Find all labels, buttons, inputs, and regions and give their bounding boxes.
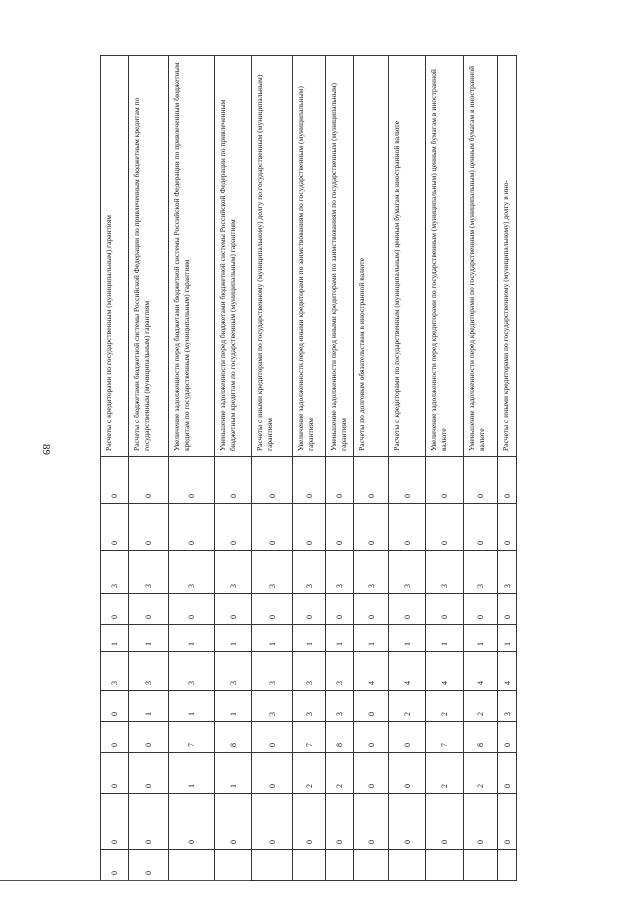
value-text: 0 bbox=[502, 840, 512, 844]
value-text: 0 bbox=[335, 541, 344, 545]
row-label: Расчеты с бюджетами бюджетной системы Российской Федерации по привлеченным бюджетным кредитам по государственным (муниципальным) гарантиям bbox=[132, 97, 151, 451]
value-text: 0 bbox=[144, 541, 153, 545]
value-text: 3 bbox=[304, 681, 314, 685]
row-label: Уменьшение задолженности перед бюджетами бюджетной системы Российской Федерации по привлеченным бюджетным кредитам по государственным (муниципальным) гарантиям bbox=[218, 99, 237, 451]
value-text: 0 bbox=[402, 615, 412, 619]
value-text: 3 bbox=[304, 584, 314, 588]
row-label: Уменьшение задолженности перед кредиторами по государственным (муниципальным) ценным бумагам в иностранной валюте bbox=[467, 66, 486, 451]
value-text: 2 bbox=[304, 784, 314, 788]
value-cell bbox=[389, 551, 426, 594]
value-cell bbox=[498, 652, 517, 691]
value-cell bbox=[498, 594, 517, 625]
value-cell bbox=[464, 652, 498, 691]
value-text: 3 bbox=[476, 584, 485, 588]
value-text: 7 bbox=[187, 743, 196, 747]
value-cell bbox=[293, 691, 326, 722]
value-text: 3 bbox=[110, 584, 119, 588]
value-text: 0 bbox=[440, 494, 449, 498]
value-cell bbox=[129, 753, 169, 794]
row-label-cell bbox=[426, 56, 464, 457]
value-cell bbox=[464, 625, 498, 652]
value-text: 0 bbox=[476, 494, 485, 498]
value-cell bbox=[464, 504, 498, 551]
value-text: 0 bbox=[267, 494, 277, 498]
row-label: Расчеты по долговым обязательствам в иностранной валюте bbox=[357, 258, 366, 451]
value-text: 1 bbox=[187, 712, 196, 716]
value-cell bbox=[169, 551, 215, 594]
value-row bbox=[101, 504, 517, 551]
value-text: 4 bbox=[402, 681, 412, 685]
value-cell bbox=[389, 504, 426, 551]
value-text: 0 bbox=[187, 541, 196, 545]
value-text: 1 bbox=[267, 642, 277, 646]
value-cell bbox=[101, 850, 129, 881]
value-cell bbox=[326, 753, 354, 794]
value-text: 0 bbox=[366, 615, 376, 619]
value-text: 1 bbox=[187, 784, 196, 788]
value-cell bbox=[215, 722, 252, 753]
value-cell bbox=[426, 753, 464, 794]
value-text: 0 bbox=[335, 494, 344, 498]
value-text: 0 bbox=[502, 784, 512, 788]
value-cell bbox=[354, 625, 389, 652]
value-cell bbox=[129, 457, 169, 504]
row-label-cell bbox=[326, 56, 354, 457]
value-text: 0 bbox=[366, 784, 376, 788]
value-cell bbox=[426, 625, 464, 652]
value-text: 0 bbox=[187, 840, 196, 844]
value-text: 1 bbox=[502, 642, 512, 646]
value-text: 1 bbox=[304, 642, 314, 646]
value-cell bbox=[326, 794, 354, 850]
value-cell bbox=[169, 691, 215, 722]
value-cell bbox=[464, 691, 498, 722]
value-text: 0 bbox=[110, 541, 119, 545]
row-label-cell bbox=[169, 56, 215, 457]
row-label-cell bbox=[129, 56, 169, 457]
value-cell bbox=[354, 691, 389, 722]
description-row bbox=[101, 56, 517, 457]
value-text: 0 bbox=[144, 743, 153, 747]
value-cell bbox=[498, 753, 517, 794]
value-text: 3 bbox=[267, 584, 277, 588]
value-cell bbox=[169, 652, 215, 691]
value-text: 3 bbox=[366, 584, 376, 588]
value-text: 0 bbox=[267, 784, 277, 788]
value-text: 4 bbox=[366, 681, 376, 685]
value-cell bbox=[101, 551, 129, 594]
value-row bbox=[101, 594, 517, 625]
value-cell bbox=[101, 652, 129, 691]
value-cell bbox=[464, 457, 498, 504]
row-label-cell bbox=[498, 56, 517, 457]
value-text: 0 bbox=[144, 871, 153, 875]
value-text: 1 bbox=[110, 642, 119, 646]
value-text: 1 bbox=[440, 642, 449, 646]
value-text: 4 bbox=[476, 681, 485, 685]
value-text: 0 bbox=[267, 840, 277, 844]
value-cell bbox=[498, 551, 517, 594]
value-text: 0 bbox=[144, 494, 153, 498]
value-cell bbox=[426, 794, 464, 850]
value-cell bbox=[498, 625, 517, 652]
value-cell bbox=[101, 594, 129, 625]
row-label-cell bbox=[293, 56, 326, 457]
row-label-cell bbox=[389, 56, 426, 457]
value-text: 0 bbox=[304, 615, 314, 619]
value-text: 0 bbox=[502, 743, 512, 747]
value-cell bbox=[169, 794, 215, 850]
value-cell bbox=[101, 691, 129, 722]
value-cell bbox=[101, 722, 129, 753]
value-text: 0 bbox=[267, 541, 277, 545]
value-text: 3 bbox=[440, 584, 449, 588]
value-text: 0 bbox=[335, 840, 344, 844]
value-cell bbox=[252, 594, 293, 625]
value-text: 0 bbox=[502, 615, 512, 619]
value-cell bbox=[215, 504, 252, 551]
value-cell bbox=[464, 594, 498, 625]
value-text: 3 bbox=[144, 681, 153, 685]
value-cell bbox=[426, 457, 464, 504]
value-cell bbox=[252, 551, 293, 594]
value-cell bbox=[293, 457, 326, 504]
value-text: 1 bbox=[366, 642, 376, 646]
value-text: 4 bbox=[440, 681, 449, 685]
value-cell bbox=[498, 794, 517, 850]
value-text: 8 bbox=[228, 743, 238, 747]
value-text: 1 bbox=[228, 642, 238, 646]
value-cell bbox=[252, 504, 293, 551]
value-text: 0 bbox=[187, 494, 196, 498]
value-row bbox=[101, 652, 517, 691]
value-text: 0 bbox=[110, 615, 119, 619]
value-cell bbox=[215, 457, 252, 504]
value-cell bbox=[389, 753, 426, 794]
value-text: 0 bbox=[366, 712, 376, 716]
page-number: 89 bbox=[40, 444, 52, 455]
value-cell bbox=[354, 594, 389, 625]
value-cell bbox=[498, 691, 517, 722]
value-cell bbox=[326, 504, 354, 551]
value-cell bbox=[252, 691, 293, 722]
value-text: 0 bbox=[366, 840, 376, 844]
value-text: 3 bbox=[502, 584, 512, 588]
value-cell bbox=[169, 753, 215, 794]
value-cell bbox=[326, 850, 354, 881]
value-text: 0 bbox=[110, 784, 119, 788]
value-text: 1 bbox=[187, 642, 196, 646]
value-text: 0 bbox=[502, 494, 512, 498]
value-cell bbox=[464, 794, 498, 850]
value-cell bbox=[426, 722, 464, 753]
value-cell bbox=[215, 850, 252, 881]
value-cell bbox=[252, 722, 293, 753]
budget-table bbox=[100, 55, 517, 881]
value-text: 0 bbox=[402, 541, 412, 545]
value-text: 0 bbox=[228, 541, 238, 545]
row-label-cell bbox=[252, 56, 293, 457]
value-text: 1 bbox=[228, 712, 238, 716]
value-text: 2 bbox=[335, 784, 344, 788]
value-cell bbox=[464, 722, 498, 753]
row-label: Увеличение задолженности перед бюджетами бюджетной системы Российской Федерации по привлеченным бюджетным кредитам по государственным (муниципальным) гарантиям bbox=[172, 62, 191, 451]
value-cell bbox=[389, 594, 426, 625]
value-cell bbox=[129, 794, 169, 850]
value-text: 0 bbox=[110, 840, 119, 844]
value-cell bbox=[389, 794, 426, 850]
value-text: 0 bbox=[402, 743, 412, 747]
value-text: 0 bbox=[402, 840, 412, 844]
value-cell bbox=[215, 594, 252, 625]
value-text: 3 bbox=[267, 712, 277, 716]
value-cell bbox=[498, 504, 517, 551]
value-text: 0 bbox=[440, 541, 449, 545]
value-cell bbox=[326, 594, 354, 625]
row-label: Расчеты с иными кредиторами по государственному (муниципальному) долгу в ино- bbox=[501, 180, 510, 451]
value-cell bbox=[101, 457, 129, 504]
value-text: 0 bbox=[476, 615, 485, 619]
value-cell bbox=[101, 504, 129, 551]
value-cell bbox=[252, 652, 293, 691]
value-row bbox=[101, 722, 517, 753]
value-cell bbox=[252, 850, 293, 881]
value-text: 0 bbox=[144, 615, 153, 619]
value-cell bbox=[169, 850, 215, 881]
value-text: 3 bbox=[335, 584, 344, 588]
value-cell bbox=[426, 551, 464, 594]
value-text: 7 bbox=[304, 743, 314, 747]
value-cell bbox=[354, 794, 389, 850]
row-label: Увеличение задолженности перед кредиторами по государственным (муниципальным) ценным бумагам в иностранной валюте bbox=[429, 69, 448, 451]
value-text: 7 bbox=[440, 743, 449, 747]
value-cell bbox=[354, 722, 389, 753]
value-text: 2 bbox=[476, 712, 485, 716]
value-cell bbox=[169, 457, 215, 504]
value-text: 0 bbox=[440, 615, 449, 619]
value-text: 3 bbox=[187, 681, 196, 685]
value-cell bbox=[354, 850, 389, 881]
value-row bbox=[101, 691, 517, 722]
value-row bbox=[101, 753, 517, 794]
value-cell bbox=[129, 551, 169, 594]
value-cell bbox=[129, 652, 169, 691]
value-cell bbox=[293, 753, 326, 794]
value-text: 3 bbox=[335, 681, 344, 685]
value-text: 0 bbox=[366, 541, 376, 545]
value-cell bbox=[252, 457, 293, 504]
value-cell bbox=[354, 753, 389, 794]
value-text: 3 bbox=[304, 712, 314, 716]
value-text: 0 bbox=[110, 871, 119, 875]
value-cell bbox=[129, 504, 169, 551]
value-text: 2 bbox=[440, 712, 449, 716]
value-row bbox=[101, 794, 517, 850]
value-cell bbox=[498, 722, 517, 753]
binder-line bbox=[0, 880, 250, 881]
value-text: 0 bbox=[187, 615, 196, 619]
value-text: 3 bbox=[502, 712, 512, 716]
value-cell bbox=[129, 625, 169, 652]
value-text: 3 bbox=[110, 681, 119, 685]
value-cell bbox=[326, 551, 354, 594]
value-cell bbox=[215, 652, 252, 691]
value-cell bbox=[252, 794, 293, 850]
value-text: 1 bbox=[144, 642, 153, 646]
value-cell bbox=[464, 551, 498, 594]
value-cell bbox=[326, 691, 354, 722]
value-text: 1 bbox=[144, 712, 153, 716]
value-cell bbox=[252, 625, 293, 652]
value-cell bbox=[326, 722, 354, 753]
row-label-cell bbox=[215, 56, 252, 457]
value-cell bbox=[389, 457, 426, 504]
value-cell bbox=[129, 594, 169, 625]
value-cell bbox=[498, 850, 517, 881]
value-cell bbox=[215, 753, 252, 794]
value-text: 0 bbox=[402, 784, 412, 788]
value-text: 0 bbox=[144, 840, 153, 844]
value-text: 0 bbox=[440, 840, 449, 844]
value-text: 0 bbox=[304, 840, 314, 844]
value-text: 0 bbox=[304, 494, 314, 498]
value-cell bbox=[326, 652, 354, 691]
row-label-cell bbox=[101, 56, 129, 457]
value-cell bbox=[354, 504, 389, 551]
value-text: 0 bbox=[144, 784, 153, 788]
value-text: 1 bbox=[476, 642, 485, 646]
value-cell bbox=[169, 594, 215, 625]
value-cell bbox=[215, 625, 252, 652]
value-text: 0 bbox=[335, 615, 344, 619]
value-text: 0 bbox=[228, 615, 238, 619]
value-cell bbox=[129, 850, 169, 881]
value-text: 0 bbox=[110, 494, 119, 498]
value-text: 0 bbox=[228, 840, 238, 844]
value-text: 3 bbox=[228, 584, 238, 588]
value-cell bbox=[293, 594, 326, 625]
value-text: 1 bbox=[335, 642, 344, 646]
value-cell bbox=[169, 504, 215, 551]
value-cell bbox=[101, 625, 129, 652]
row-label: Расчеты с кредиторами по государственным (муниципальным) ценным бумагам в иностранной валюте bbox=[392, 121, 401, 451]
value-cell bbox=[129, 722, 169, 753]
value-row bbox=[101, 625, 517, 652]
value-text: 3 bbox=[228, 681, 238, 685]
value-cell bbox=[326, 625, 354, 652]
value-text: 3 bbox=[187, 584, 196, 588]
value-cell bbox=[129, 691, 169, 722]
value-cell bbox=[293, 551, 326, 594]
value-cell bbox=[389, 625, 426, 652]
value-text: 0 bbox=[402, 494, 412, 498]
row-label-cell bbox=[354, 56, 389, 457]
value-text: 0 bbox=[366, 743, 376, 747]
value-cell bbox=[426, 504, 464, 551]
row-label-cell bbox=[464, 56, 498, 457]
value-cell bbox=[293, 722, 326, 753]
value-text: 3 bbox=[335, 712, 344, 716]
value-text: 8 bbox=[335, 743, 344, 747]
value-cell bbox=[354, 551, 389, 594]
value-text: 8 bbox=[476, 743, 485, 747]
value-cell bbox=[426, 652, 464, 691]
value-text: 1 bbox=[228, 784, 238, 788]
value-text: 2 bbox=[440, 784, 449, 788]
value-cell bbox=[101, 794, 129, 850]
value-cell bbox=[426, 691, 464, 722]
value-cell bbox=[464, 753, 498, 794]
row-label: Увеличение задолженности перед иными кредиторами по заимствованиям по государственным (муниципальным) гарантиям bbox=[296, 86, 315, 451]
value-cell bbox=[215, 551, 252, 594]
value-text: 0 bbox=[228, 494, 238, 498]
value-text: 0 bbox=[366, 494, 376, 498]
value-text: 2 bbox=[402, 712, 412, 716]
value-cell bbox=[354, 457, 389, 504]
value-text: 0 bbox=[110, 712, 119, 716]
value-cell bbox=[389, 722, 426, 753]
value-cell bbox=[389, 850, 426, 881]
value-cell bbox=[293, 652, 326, 691]
value-cell bbox=[215, 794, 252, 850]
value-cell bbox=[426, 850, 464, 881]
value-text: 4 bbox=[502, 681, 512, 685]
row-label: Уменьшение задолженности перед иными кредиторами по заимствованиям по государственным (муниципальным) гарантиям bbox=[329, 83, 348, 451]
value-cell bbox=[293, 850, 326, 881]
value-text: 0 bbox=[502, 541, 512, 545]
value-cell bbox=[293, 504, 326, 551]
value-text: 0 bbox=[304, 541, 314, 545]
value-row bbox=[101, 551, 517, 594]
value-cell bbox=[169, 722, 215, 753]
row-label: Расчеты с кредиторами по государственным (муниципальным) гарантиям bbox=[104, 214, 113, 451]
value-cell bbox=[101, 753, 129, 794]
value-cell bbox=[389, 652, 426, 691]
value-cell bbox=[252, 753, 293, 794]
value-cell bbox=[498, 457, 517, 504]
value-text: 0 bbox=[476, 541, 485, 545]
value-text: 3 bbox=[267, 681, 277, 685]
value-text: 0 bbox=[110, 743, 119, 747]
row-label: Расчеты с иными кредиторами по государственному (муниципальному) долгу по государственным (муниципальным) гарантиям bbox=[255, 74, 274, 451]
value-text: 2 bbox=[476, 784, 485, 788]
value-cell bbox=[293, 625, 326, 652]
value-text: 0 bbox=[267, 743, 277, 747]
value-cell bbox=[326, 457, 354, 504]
value-cell bbox=[293, 794, 326, 850]
value-text: 0 bbox=[267, 615, 277, 619]
value-row bbox=[101, 457, 517, 504]
value-text: 3 bbox=[144, 584, 153, 588]
value-text: 0 bbox=[476, 840, 485, 844]
value-cell bbox=[215, 691, 252, 722]
value-cell bbox=[426, 594, 464, 625]
value-row bbox=[101, 850, 517, 881]
value-cell bbox=[464, 850, 498, 881]
value-text: 1 bbox=[402, 642, 412, 646]
value-text: 3 bbox=[402, 584, 412, 588]
value-cell bbox=[354, 652, 389, 691]
value-cell bbox=[389, 691, 426, 722]
value-cell bbox=[169, 625, 215, 652]
